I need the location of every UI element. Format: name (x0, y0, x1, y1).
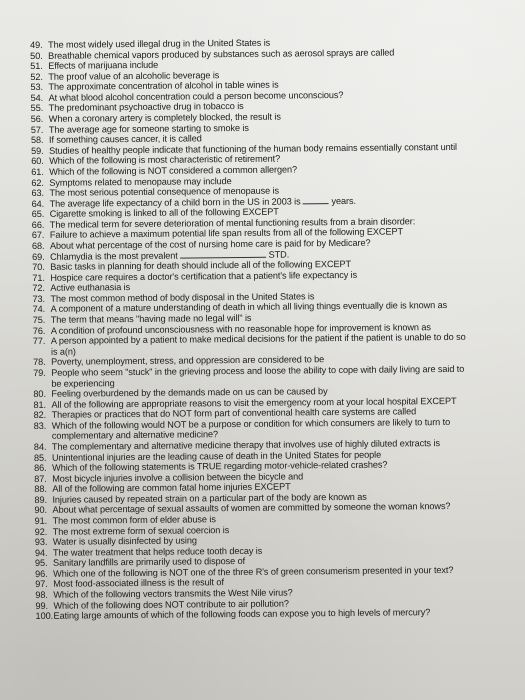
question-number: 72. (32, 283, 45, 294)
question-number: 49. (30, 39, 43, 50)
question-stem: The average life expectancy of a child born in the US in 2003 is (49, 196, 301, 209)
question-stem: Which of the following vectors transmits the West Nile virus? (53, 587, 293, 600)
question-number: 79. (33, 367, 46, 378)
question-number: 66. (31, 219, 45, 230)
question-number: 61. (31, 166, 44, 177)
question-stem: Which one of the following is NOT one of the three R's of green consumerism presented in your text? (53, 564, 454, 579)
question-number: 53. (30, 82, 43, 93)
question-number: 89. (34, 494, 47, 505)
question-continuation: be experiencing (51, 377, 115, 389)
question-number: 54. (30, 92, 44, 103)
question-number: 86. (34, 462, 47, 474)
question-stem: Most bicycle injuries involve a collision between the bicycle and (52, 471, 304, 484)
question-stem: Which of the following does NOT contribute to air pollution? (53, 598, 289, 611)
question-stem: Sanitary landfills are primarily used to dispose of (52, 556, 246, 569)
question-suffix: years. (331, 195, 356, 206)
question-stem: The most common method of body disposal in the United States is (50, 291, 315, 304)
question-stem: Poverty, unemployment, stress, and oppression are considered to be (51, 354, 325, 368)
question-number: 99. (35, 600, 48, 611)
question-number: 80. (33, 388, 46, 400)
question-stem: The average age for someone starting to smoke is (48, 122, 249, 135)
question-stem: The complementary and alternative medicine therapy that involves use of highly diluted extracts is (51, 438, 440, 452)
question-stem: Which of the following is most characteristic of retirement? (49, 153, 281, 167)
question-stem: The most serious potential consequence of menopause is (49, 185, 280, 198)
answer-blank (303, 196, 329, 204)
question-stem: Basic tasks in planning for death should include all of the following EXCEPT (50, 259, 352, 272)
question-number: 62. (31, 177, 44, 188)
question-stem: About what percentage of sexual assaults of women are committed by someone the woman knows? (52, 501, 451, 516)
question-stem: Cigarette smoking is linked to all of the following EXCEPT (49, 206, 279, 220)
question-stem: Eating large amounts of which of the following foods can expose you to high levels of mercury? (53, 607, 431, 622)
question-number: 65. (31, 209, 45, 220)
question-stem: Breathable chemical vapors produced by substances such as aerosol sprays are called (48, 47, 395, 61)
question-number: 78. (33, 357, 46, 368)
question-number: 64. (31, 198, 45, 209)
question-stem: Which of the following statements is TRUE regarding motor-vehicle-related crashes? (52, 459, 388, 473)
question-stem: The term that means "having made no legal will" is (50, 312, 252, 325)
question-stem: A component of a mature understanding of death in which all living things eventually die is known as (50, 300, 448, 315)
question-stem: The predominant psychoactive drug in tobacco is (48, 101, 244, 114)
question-number: 82. (33, 410, 47, 421)
question-stem: Effects of marijuana include (48, 59, 159, 71)
question-stem: Failure to achieve a maximum potential life span results from all of the following EXCEPT (49, 226, 404, 241)
question-stem: Unintentional injuries are the leading cause of death in the United States for people (51, 449, 382, 463)
question-number: 93. (34, 537, 48, 548)
question-number: 69. (32, 251, 45, 262)
question-number: 71. (32, 272, 45, 283)
question-number: 51. (30, 61, 43, 72)
question-stem: Most food-associated illness is the result of (53, 577, 224, 590)
question-number: 70. (32, 262, 45, 273)
question-continuation: complementary and alternative medicine? (51, 429, 219, 442)
question-number: 98. (35, 589, 48, 601)
question-stem: The medical term for severe deterioration of mental functioning results from a brain disorder: (49, 216, 416, 230)
question-number: 77. (32, 336, 46, 347)
question-stem: Symptoms related to menopause may include (49, 175, 232, 188)
question-number: 81. (33, 399, 47, 410)
question-stem: A condition of profound unconsciousness with no reasonable hope for improvement is known as (50, 321, 431, 336)
question-number: 91. (34, 515, 48, 526)
question-stem: Which of the following would NOT be a purpose or condition for which consumers are likely to turn to (51, 416, 451, 431)
question-stem: All of the following are appropriate reasons to visit the emergency room at your local hospital EXCEPT (51, 395, 457, 410)
question-number: 60. (31, 156, 44, 167)
question-stem: Which of the following is NOT considered a common allergen? (49, 164, 298, 177)
question-number: 75. (32, 314, 46, 326)
question-number: 100. (35, 611, 54, 622)
question-stem: The most common form of elder abuse is (52, 514, 216, 526)
question-stem: Injuries caused by repeated strain on a particular part of the body are known as (52, 491, 367, 505)
question-stem: At what blood alcohol concentration could a person become unconscious? (48, 89, 344, 103)
question-number: 85. (33, 452, 47, 463)
question-number: 57. (30, 124, 44, 135)
question-number: 73. (32, 293, 46, 304)
question-number: 88. (34, 484, 47, 495)
question-list (30, 35, 524, 621)
question-stem: The water treatment that helps reduce tooth decay is (52, 545, 263, 558)
question-stem: The proof value of an alcoholic beverage is (48, 69, 220, 82)
question-stem: All of the following are common fatal home injuries EXCEPT (52, 481, 291, 495)
question-stem: About what percentage of the cost of nursing home care is paid for by Medicare? (49, 237, 371, 251)
question-stem: A person appointed by a patient to make medical decisions for the patient if the patient is unable to do so (50, 332, 466, 347)
answer-blank (180, 249, 266, 258)
question-number: 76. (32, 325, 46, 336)
question-number: 92. (34, 526, 48, 537)
question-stem: Therapies or practices that do NOT form part of conventional health care systems are called (51, 406, 417, 421)
question-number: 87. (34, 473, 47, 484)
question-number: 55. (30, 103, 44, 114)
question-stem: Hospice care requires a doctor's certification that a patient's life expectancy is (50, 269, 358, 283)
question-stem: The approximate concentration of alcohol in table wines is (48, 79, 279, 93)
question-number: 52. (30, 71, 43, 82)
question-stem: Studies of healthy people indicate that functioning of the human body remains essentially constant until (49, 141, 457, 156)
question-number: 94. (34, 547, 48, 558)
question-number: 97. (35, 579, 48, 590)
question-stem: If something causes cancer, it is called (48, 133, 202, 146)
question-number: 74. (32, 304, 46, 315)
question-number: 67. (31, 230, 45, 241)
question-stem: Active euthanasia is (50, 282, 131, 294)
question-suffix: STD. (268, 249, 290, 260)
question-number: 96. (35, 568, 48, 579)
question-number: 63. (31, 187, 45, 199)
question-number: 50. (30, 50, 43, 61)
question-number: 59. (31, 145, 44, 156)
question-stem: People who seem "stuck" in the grieving process and loose the ability to cope with daily living are said to (51, 363, 465, 378)
question-stem: When a coronary artery is completely blocked, the result is (48, 111, 281, 124)
question-number: 68. (31, 240, 45, 251)
question-number: 90. (34, 505, 48, 516)
question-number: 84. (33, 441, 47, 452)
question-number: 95. (34, 558, 48, 569)
question-stem: Water is usually disinfected by using (52, 535, 197, 547)
question-stem: Feeling overburdened by the demands made on us can be caused by (51, 386, 328, 399)
question-stem: The most widely used illegal drug in the United States is (47, 37, 271, 50)
question-continuation: is a(n) (50, 346, 76, 357)
question-number: 83. (33, 420, 47, 431)
question-stem: The most extreme form of sexual coercion is (52, 524, 230, 537)
question-number: 56. (30, 113, 44, 125)
question-stem: Chlamydia is the most prevalent (50, 250, 178, 262)
question-number: 58. (30, 135, 44, 146)
